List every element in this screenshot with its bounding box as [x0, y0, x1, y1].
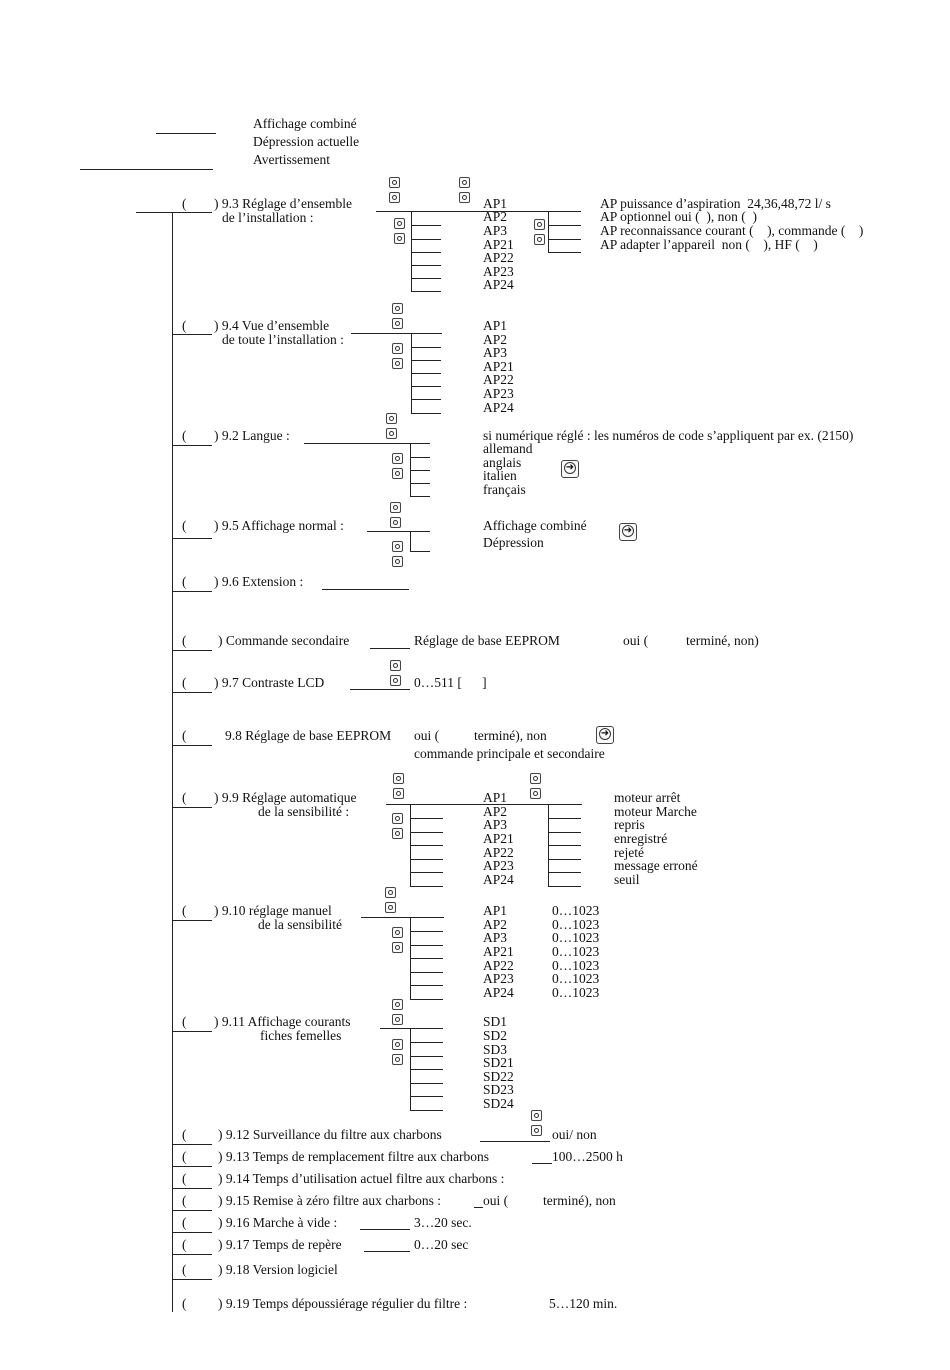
s92-up-icon[interactable]	[386, 413, 397, 424]
s916-line	[360, 1229, 410, 1230]
s95-down-icon[interactable]	[390, 517, 401, 528]
s95-stub	[172, 538, 212, 539]
s95-up2-icon[interactable]	[392, 541, 403, 552]
s913-stub	[172, 1166, 212, 1167]
s910-range-3: 0…1023	[552, 930, 600, 945]
s917-title: ) 9.17 Temps de repère	[218, 1237, 342, 1252]
s98-value2: terminé), non	[474, 728, 547, 743]
s911-tick	[410, 1083, 443, 1084]
s92-down-icon[interactable]	[386, 428, 397, 439]
s919-paren: (	[182, 1296, 187, 1311]
s93-title: ) 9.3 Réglage d’ensemble	[214, 196, 352, 211]
s95-paren: (	[182, 518, 187, 533]
s915-stub	[172, 1210, 212, 1211]
s99-ap23: AP23	[483, 858, 514, 873]
s99-sub-tick	[548, 872, 581, 873]
s910-ap24: AP24	[483, 985, 514, 1000]
s94-tick	[411, 399, 441, 400]
s96-line	[322, 589, 409, 590]
s93-sub-down-icon[interactable]	[534, 234, 545, 245]
cmd-stub	[172, 650, 212, 651]
s918-paren: (	[182, 1262, 187, 1277]
main-trunk	[172, 212, 173, 1312]
s97-up-icon[interactable]	[390, 660, 401, 671]
top-line-1	[156, 133, 216, 134]
s94-down2-icon[interactable]	[392, 358, 403, 369]
s95-title: ) 9.5 Affichage normal :	[214, 518, 344, 533]
s99-ap22: AP22	[483, 845, 514, 860]
s94-ap24: AP24	[483, 400, 514, 415]
s92-stub	[172, 445, 212, 446]
s93-up-icon[interactable]	[389, 177, 400, 188]
s99-sub-tick	[548, 859, 581, 860]
s93-down3-icon[interactable]	[394, 233, 405, 244]
s96-title: ) 9.6 Extension :	[214, 574, 304, 589]
s93-branch	[411, 211, 412, 291]
s98-paren: (	[182, 728, 187, 743]
s93-ap24: AP24	[483, 277, 514, 292]
s910-down-icon[interactable]	[385, 902, 396, 913]
s911-up-icon[interactable]	[392, 999, 403, 1010]
s94-ap23: AP23	[483, 386, 514, 401]
s94-tick	[411, 413, 441, 414]
s910-range-2: 0…1023	[552, 917, 600, 932]
s911-title2: fiches femelles	[260, 1028, 342, 1043]
s92-lang-3: italien	[483, 468, 517, 483]
s95-up-icon[interactable]	[390, 502, 401, 513]
s93-tick	[411, 278, 441, 279]
s98-title: 9.8 Réglage de base EEPROM	[225, 728, 392, 743]
s99-sub-tick	[548, 845, 581, 846]
s93-sub-tick	[548, 239, 581, 240]
s94-paren: (	[182, 318, 187, 333]
cmd-value: Réglage de base EEPROM	[414, 633, 560, 648]
s93-paren: (	[182, 196, 187, 211]
s99-state-7: seuil	[614, 872, 640, 887]
s94-ap2: AP2	[483, 332, 508, 347]
s93-tick	[411, 252, 441, 253]
s99-ap1: AP1	[483, 790, 508, 805]
s96-stub	[172, 591, 212, 592]
s910-range-4: 0…1023	[552, 944, 600, 959]
s93-tick	[411, 225, 441, 226]
s98-enter-icon[interactable]	[596, 726, 614, 744]
s911-down2-icon[interactable]	[392, 1054, 403, 1065]
s912-up-icon[interactable]	[531, 1110, 542, 1121]
s910-main-line	[361, 917, 444, 918]
s910-range-5: 0…1023	[552, 958, 600, 973]
s911-sd1: SD1	[483, 1014, 508, 1029]
s910-tick	[410, 945, 443, 946]
s912-down-icon[interactable]	[531, 1125, 542, 1136]
s911-sd23: SD23	[483, 1082, 514, 1097]
s99-state-6: message erroné	[614, 858, 698, 873]
s99-sub-tick	[548, 886, 581, 887]
s93-down2-icon[interactable]	[459, 192, 470, 203]
s94-tick	[411, 347, 441, 348]
s99-ap2: AP2	[483, 804, 508, 819]
s99-sub-tick	[548, 818, 581, 819]
s94-down-icon[interactable]	[392, 318, 403, 329]
s99-down2-icon[interactable]	[530, 788, 541, 799]
cmd-title: ) Commande secondaire	[218, 633, 350, 648]
s910-ap3: AP3	[483, 930, 508, 945]
s911-sd21: SD21	[483, 1055, 514, 1070]
s93-main-line	[376, 211, 581, 212]
s94-ap3: AP3	[483, 345, 508, 360]
s911-sd3: SD3	[483, 1042, 508, 1057]
s95-opt1: Affichage combiné	[483, 518, 587, 533]
s94-title2: de toute l’installation :	[222, 332, 344, 347]
cmd-line	[370, 648, 410, 649]
s94-up2-icon[interactable]	[392, 343, 403, 354]
s910-tick	[410, 958, 443, 959]
s95-down2-icon[interactable]	[392, 556, 403, 567]
s92-down2-icon[interactable]	[392, 468, 403, 479]
s911-tick	[410, 1069, 443, 1070]
s910-stub	[172, 920, 212, 921]
s918-title: ) 9.18 Version logiciel	[218, 1262, 338, 1277]
s93-sub-tick	[548, 252, 581, 253]
s915-line	[474, 1207, 483, 1208]
s911-down-icon[interactable]	[392, 1014, 403, 1025]
s910-ap1: AP1	[483, 903, 508, 918]
top-text-2: Dépression actuelle	[253, 134, 360, 149]
s910-down2-icon[interactable]	[392, 942, 403, 953]
s99-paren: (	[182, 790, 187, 805]
s913-line	[532, 1163, 552, 1164]
s94-tick	[411, 386, 441, 387]
s93-sub-tick	[548, 225, 581, 226]
s910-range-6: 0…1023	[552, 971, 600, 986]
s99-tick	[410, 859, 443, 860]
s917-value: 0…20 sec	[414, 1237, 469, 1252]
s99-ap24: AP24	[483, 872, 514, 887]
cmd-value2: oui (	[623, 633, 649, 648]
s916-title: ) 9.16 Marche à vide :	[218, 1215, 338, 1230]
s99-tick	[410, 872, 443, 873]
s910-ap22: AP22	[483, 958, 514, 973]
cmd-paren: (	[182, 633, 187, 648]
s916-paren: (	[182, 1215, 187, 1230]
s910-range-1: 0…1023	[552, 903, 600, 918]
s911-sd24: SD24	[483, 1096, 514, 1111]
s92-lang-1: allemand	[483, 441, 533, 456]
s97-paren: (	[182, 675, 187, 690]
s93-tick	[411, 291, 441, 292]
s99-tick	[410, 832, 443, 833]
s99-title: ) 9.9 Réglage automatique	[214, 790, 357, 805]
s99-tick	[410, 818, 443, 819]
top-text-1: Affichage combiné	[253, 116, 357, 131]
s94-up-icon[interactable]	[392, 303, 403, 314]
s94-ap21: AP21	[483, 359, 514, 374]
s99-down-icon[interactable]	[393, 788, 404, 799]
s98-value: oui (	[414, 728, 440, 743]
s93-sub-branch	[548, 211, 549, 252]
s92-up2-icon[interactable]	[392, 453, 403, 464]
s99-state-2: moteur Marche	[614, 804, 697, 819]
s99-up2-icon[interactable]	[530, 773, 541, 784]
s912-title: ) 9.12 Surveillance du filtre aux charbons	[218, 1127, 442, 1142]
s99-sub-tick	[548, 832, 581, 833]
s910-tick	[410, 931, 443, 932]
s93-down-icon[interactable]	[389, 192, 400, 203]
s95-enter-icon[interactable]	[619, 523, 637, 541]
s99-state-4: enregistré	[614, 831, 668, 846]
s911-stub	[172, 1031, 212, 1032]
top-line-2	[80, 169, 213, 170]
cmd-value3: terminé, non)	[686, 633, 759, 648]
s97-down-icon[interactable]	[390, 675, 401, 686]
s911-sd2: SD2	[483, 1028, 508, 1043]
s95-opt2: Dépression	[483, 535, 544, 550]
s99-stub	[172, 807, 212, 808]
s93-ap21: AP21	[483, 237, 514, 252]
s93-up2-icon[interactable]	[459, 177, 470, 188]
s92-enter-icon[interactable]	[561, 460, 579, 478]
s910-ap2: AP2	[483, 917, 508, 932]
s914-paren: (	[182, 1171, 187, 1186]
s910-title2: de la sensibilité	[258, 917, 342, 932]
s92-note: si numérique réglé : les numéros de code s’appliquent par ex. (2150)	[483, 428, 854, 443]
s916-value: 3…20 sec.	[414, 1215, 472, 1230]
s910-ap21: AP21	[483, 944, 514, 959]
s917-stub	[172, 1254, 212, 1255]
s97-line	[350, 689, 410, 690]
s99-state-1: moteur arrêt	[614, 790, 681, 805]
s93-opt2: AP optionnel oui ( ), non ( )	[600, 209, 757, 224]
s99-ap3: AP3	[483, 817, 508, 832]
s94-ap1: AP1	[483, 318, 508, 333]
s913-title: ) 9.13 Temps de remplacement filtre aux charbons	[218, 1149, 489, 1164]
s916-stub	[172, 1232, 212, 1233]
s910-title: ) 9.10 réglage manuel	[214, 903, 332, 918]
s93-stub	[172, 212, 212, 213]
s914-stub	[172, 1188, 212, 1189]
s95-branch	[410, 531, 411, 551]
s910-tick	[410, 999, 443, 1000]
s912-paren: (	[182, 1127, 187, 1142]
s94-tick	[411, 360, 441, 361]
s917-line	[364, 1251, 410, 1252]
s910-ap23: AP23	[483, 971, 514, 986]
s96-paren: (	[182, 574, 187, 589]
s92-main-line	[304, 443, 430, 444]
s911-tick	[410, 1096, 443, 1097]
s917-paren: (	[182, 1237, 187, 1252]
s92-title: ) 9.2 Langue :	[214, 428, 290, 443]
s99-state-3: repris	[614, 817, 645, 832]
s99-title2: de la sensibilité :	[258, 804, 350, 819]
s912-line	[480, 1141, 550, 1142]
s93-up3-icon[interactable]	[394, 218, 405, 229]
s94-main-line	[351, 333, 442, 334]
s913-value: 100…2500 h	[552, 1149, 623, 1164]
s99-down3-icon[interactable]	[392, 828, 403, 839]
s98-value3: commande principale et secondaire	[414, 746, 605, 761]
s911-paren: (	[182, 1014, 187, 1029]
s93-ap1: AP1	[483, 196, 508, 211]
s919-title: ) 9.19 Temps dépoussiérage régulier du filtre :	[218, 1296, 468, 1311]
s915-value: oui (	[483, 1193, 509, 1208]
s93-ap2: AP2	[483, 209, 508, 224]
s911-tick	[410, 1056, 443, 1057]
s92-tick	[410, 470, 430, 471]
s910-tick	[410, 985, 443, 986]
s915-title: ) 9.15 Remise à zéro filtre aux charbons :	[218, 1193, 442, 1208]
s94-ap22: AP22	[483, 372, 514, 387]
s911-main-line	[380, 1028, 443, 1029]
s93-ap22: AP22	[483, 250, 514, 265]
s915-paren: (	[182, 1193, 187, 1208]
s98-stub	[172, 745, 212, 746]
s914-title: ) 9.14 Temps d’utilisation actuel filtre aux charbons :	[218, 1171, 505, 1186]
s92-tick	[410, 457, 430, 458]
s93-ap23: AP23	[483, 264, 514, 279]
s97-title: ) 9.7 Contraste LCD	[214, 675, 325, 690]
s97-value: 0…511 [ ]	[414, 675, 487, 690]
s911-tick	[410, 1110, 443, 1111]
s918-stub	[172, 1279, 212, 1280]
s99-up3-icon[interactable]	[392, 813, 403, 824]
s911-up2-icon[interactable]	[392, 1039, 403, 1050]
s910-up-icon[interactable]	[385, 887, 396, 898]
s92-tick	[410, 483, 430, 484]
s94-stub	[172, 334, 212, 335]
s93-opt3: AP reconnaissance courant ( ), commande ( )	[600, 223, 864, 238]
s910-range-7: 0…1023	[552, 985, 600, 1000]
s910-up2-icon[interactable]	[392, 927, 403, 938]
s93-tick	[411, 239, 441, 240]
s92-tick	[410, 496, 430, 497]
s93-title2: de l’installation :	[222, 210, 314, 225]
s911-sd22: SD22	[483, 1069, 514, 1084]
s915-value2: terminé), non	[543, 1193, 616, 1208]
s913-paren: (	[182, 1149, 187, 1164]
s94-tick	[411, 373, 441, 374]
s94-title: ) 9.4 Vue d’ensemble	[214, 318, 330, 333]
s99-ap21: AP21	[483, 831, 514, 846]
s95-tick	[410, 551, 430, 552]
s95-main-line	[367, 531, 430, 532]
s919-value: 5…120 min.	[549, 1296, 618, 1311]
s99-tick	[410, 886, 443, 887]
s93-tick	[411, 265, 441, 266]
top-text-3: Avertissement	[253, 152, 330, 167]
s93-opt4: AP adapter l’appareil non ( ), HF ( )	[600, 237, 818, 252]
s93-opt1: AP puissance d’aspiration 24,36,48,72 l/ s	[600, 196, 831, 211]
s910-tick	[410, 972, 443, 973]
s911-title: ) 9.11 Affichage courants	[214, 1014, 351, 1029]
s912-stub	[172, 1144, 212, 1145]
s93-sub-up-icon[interactable]	[534, 219, 545, 230]
s99-up-icon[interactable]	[393, 773, 404, 784]
s912-value: oui/ non	[552, 1127, 597, 1142]
s911-tick	[410, 1042, 443, 1043]
s99-tick	[410, 845, 443, 846]
s99-state-5: rejeté	[614, 845, 644, 860]
s93-ap3: AP3	[483, 223, 508, 238]
s92-lang-2: anglais	[483, 455, 522, 470]
s910-paren: (	[182, 903, 187, 918]
s97-stub	[172, 692, 212, 693]
s92-lang-4: français	[483, 482, 526, 497]
s92-paren: (	[182, 428, 187, 443]
